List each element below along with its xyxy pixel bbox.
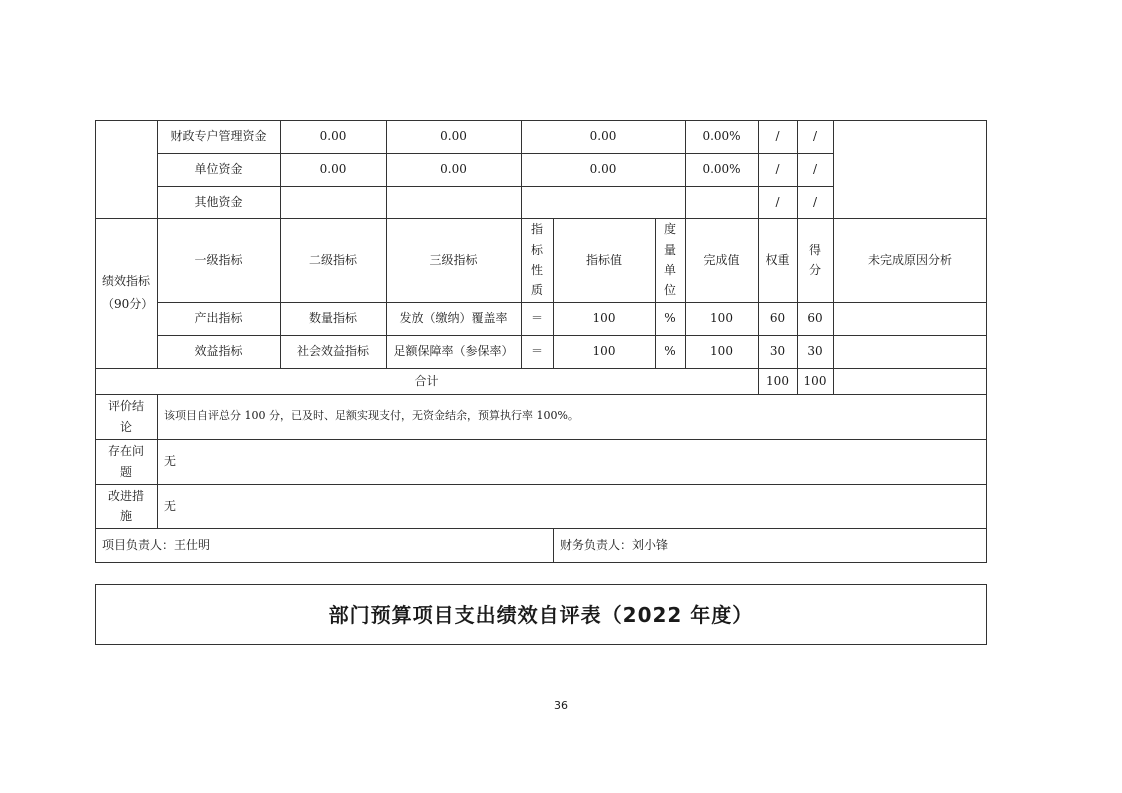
project-lead: 项目负责人：王仕明 <box>102 538 211 553</box>
fund-slash: / <box>812 162 818 177</box>
evaluation-label: 评价结论 <box>107 399 144 434</box>
fund-rate: 0.00% <box>702 129 741 144</box>
header-level3: 三级指标 <box>429 252 478 267</box>
fund-value: 0.00 <box>440 162 467 177</box>
indicator-weight: 60 <box>769 311 786 326</box>
fund-label: 单位资金 <box>194 162 243 177</box>
fund-value: 0.00 <box>319 129 347 144</box>
header-reason: 未完成原因分析 <box>867 252 952 267</box>
evaluation-text: 该项目自评总分 100 分，已及时、足额实现支付，无资金结余，预算执行率 100%。 <box>164 409 579 423</box>
indicator-score: 60 <box>807 311 823 326</box>
fund-rate <box>685 186 758 218</box>
indicator-nature: ＝ <box>530 344 543 359</box>
fund-slash: / <box>812 129 818 144</box>
total-label: 合计 <box>414 373 439 388</box>
header-value: 指标值 <box>585 252 622 267</box>
indicator-nature: ＝ <box>530 311 543 326</box>
indicator-value: 100 <box>592 311 616 326</box>
fund-value: 0.00 <box>319 162 347 177</box>
header-unit: 度量单位 <box>663 222 676 298</box>
header-actual: 完成值 <box>703 252 740 267</box>
indicator-level3: 发放（缴纳）覆盖率 <box>399 311 508 326</box>
problems-text: 无 <box>164 454 177 469</box>
fund-slash: / <box>812 194 818 209</box>
finance-lead: 财务负责人：刘小锋 <box>560 538 669 553</box>
fund-slash: / <box>775 129 780 144</box>
header-score: 得分 <box>808 242 821 277</box>
improvements-label: 改进措施 <box>107 488 144 523</box>
next-table-title: 部门预算项目支出绩效自评表（2022 年度） <box>328 602 754 627</box>
indicator-level3: 足额保障率（参保率） <box>393 344 514 359</box>
fund-value: 0.00 <box>440 129 467 144</box>
indicator-score: 30 <box>807 344 823 359</box>
indicator-actual: 100 <box>710 311 733 326</box>
fund-label: 财政专户管理资金 <box>170 129 267 144</box>
fund-label: 其他资金 <box>194 194 243 209</box>
header-weight: 权重 <box>765 252 790 267</box>
indicator-unit: % <box>664 311 676 326</box>
indicator-reason <box>833 302 987 335</box>
indicator-actual: 100 <box>710 344 733 359</box>
page-number: 36 <box>554 698 568 712</box>
indicator-level2: 数量指标 <box>308 311 357 326</box>
total-weight: 100 <box>766 373 789 388</box>
header-nature: 指标性质 <box>530 222 543 298</box>
indicator-weight: 30 <box>769 344 786 359</box>
fund-value: 0.00 <box>589 162 617 177</box>
fund-slash: / <box>775 194 780 209</box>
indicator-unit: % <box>664 344 676 359</box>
total-score: 100 <box>803 373 827 388</box>
fund-value <box>386 186 521 218</box>
improvements-text: 无 <box>164 498 177 513</box>
indicator-value: 100 <box>592 344 616 359</box>
fund-value <box>521 186 685 218</box>
header-level2: 二级指标 <box>308 252 357 267</box>
fund-value: 0.00 <box>589 129 617 144</box>
indicator-level1: 效益指标 <box>194 344 243 359</box>
problems-label: 存在问题 <box>107 444 144 479</box>
fund-value <box>280 186 386 218</box>
header-level1: 一级指标 <box>194 252 243 267</box>
indicator-level1: 产出指标 <box>194 311 243 326</box>
indicator-reason <box>833 335 987 368</box>
indicator-level2: 社会效益指标 <box>296 344 369 359</box>
fund-rate: 0.00% <box>702 162 741 177</box>
indicator-section-label: 绩效指标（90分） <box>102 274 154 311</box>
fund-slash: / <box>775 162 780 177</box>
